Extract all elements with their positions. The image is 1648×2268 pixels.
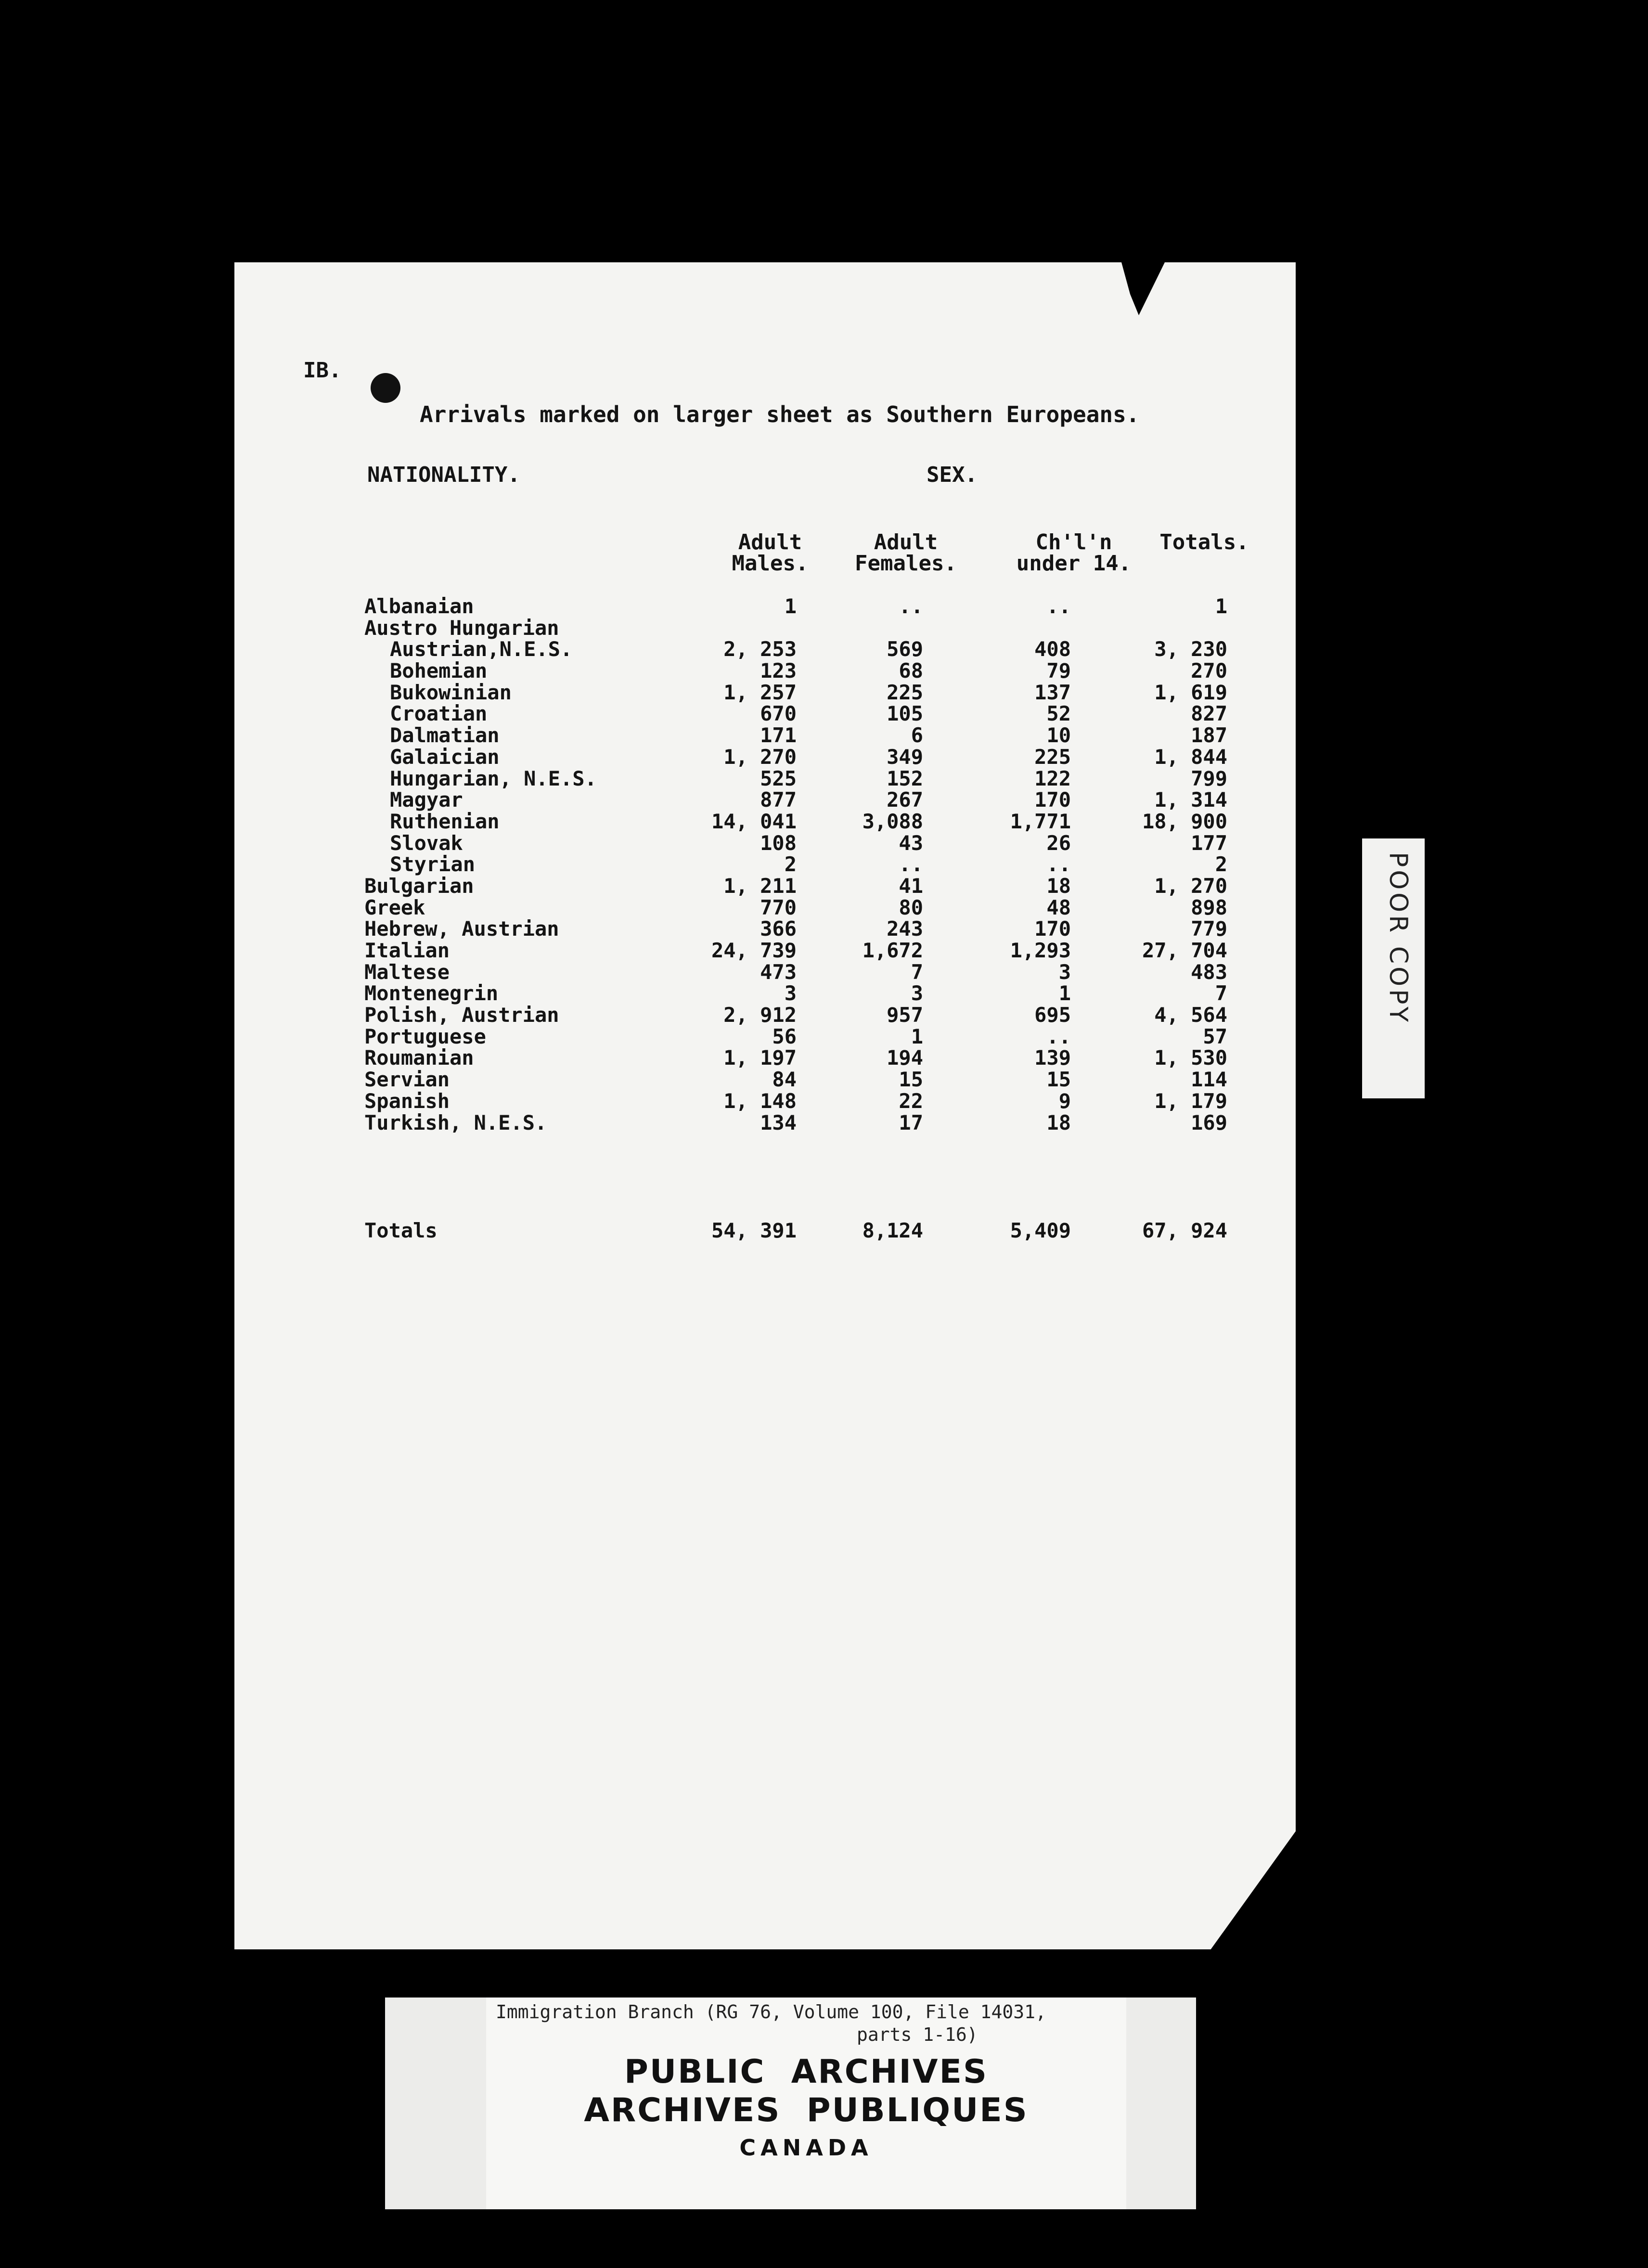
row-total-value: 1, 270 [1154,874,1227,898]
adult-females-value: 957 [887,1003,923,1027]
children-value: 48 [1046,895,1071,919]
table-row [0,703,1300,725]
children-value: 170 [1034,788,1071,812]
adult-males-value: 1 [784,594,797,618]
row-total-value: 27, 704 [1142,939,1227,962]
adult-males-value: 525 [760,766,797,790]
adult-females-value: 41 [899,874,923,898]
table-row [0,1112,1300,1134]
children-value: .. [1046,594,1071,618]
totals-label: Totals [364,1219,438,1242]
table-row [0,1069,1300,1091]
archive-name-french: ARCHIVES PUBLIQUES [584,2091,1029,2129]
children-value: 26 [1046,831,1071,855]
children-value: 79 [1046,659,1071,683]
nationality-name: Galaician [390,745,500,769]
adult-males-value: 1, 148 [723,1089,797,1113]
table-row [0,789,1300,811]
nationality-name: Bukowinian [390,680,512,704]
adult-females-value: 105 [887,702,923,726]
adult-males-value: 770 [760,895,797,919]
row-total-value: 1 [1215,594,1227,618]
children-value: 15 [1046,1068,1071,1092]
adult-females-value: 569 [887,637,923,661]
adult-males-value: 1, 197 [723,1046,797,1070]
children-value: 137 [1034,680,1071,704]
column-header-adult-females: Adult Females. [855,530,957,576]
row-total-value: 177 [1191,831,1227,855]
row-total-value: 2 [1215,852,1227,876]
table-row [0,618,1300,639]
nationality-name: Portuguese [364,1024,486,1048]
adult-females-value: 267 [887,788,923,812]
nationality-name: Croatian [390,702,488,726]
adult-males-value: 134 [760,1110,797,1134]
children-value: 170 [1034,917,1071,941]
row-total-value: 827 [1191,702,1227,726]
row-total-value: 4, 564 [1154,1003,1227,1027]
table-row [0,1026,1300,1048]
adult-males-value: 108 [760,831,797,855]
row-total-value: 169 [1191,1110,1227,1134]
children-value: 1,771 [1010,809,1071,833]
adult-females-value: 6 [911,723,923,747]
table-row [0,918,1300,940]
nationality-name: Hebrew, Austrian [364,917,559,941]
table-row [0,940,1300,962]
adult-males-value: 2, 912 [723,1003,797,1027]
archive-reference-line1: Immigration Branch (RG 76, Volume 100, File 14031, [496,2001,1046,2023]
table-row [0,639,1300,660]
row-total-value: 1, 619 [1154,680,1227,704]
children-value: 3 [1058,960,1071,984]
nationality-name: Slovak [390,831,463,855]
children-value: 10 [1046,723,1071,747]
archive-country: CANADA [739,2135,873,2161]
nationality-name: Montenegrin [364,981,499,1005]
adult-males-value: 171 [760,723,797,747]
adult-females-value: .. [899,852,923,876]
children-value: 52 [1046,702,1071,726]
nationality-name: Ruthenian [390,809,500,833]
adult-females-value: 15 [899,1068,923,1092]
row-total-value: 1, 844 [1154,745,1227,769]
nationality-name: Italian [364,939,450,962]
children-value: 18 [1046,874,1071,898]
adult-females-value: 243 [887,917,923,941]
adult-females-value: 3 [911,981,923,1005]
children-value: 225 [1034,745,1071,769]
nationality-name: Hungarian, N.E.S. [390,766,597,790]
row-total-value: 187 [1191,723,1227,747]
nationality-name: Magyar [390,788,463,812]
row-total-value: 7 [1215,981,1227,1005]
adult-males-value: 14, 041 [711,809,797,833]
row-total-value: 483 [1191,960,1227,984]
adult-males-value: 56 [772,1024,797,1048]
adult-males-value: 1, 270 [723,745,797,769]
nationality-name: Austro Hungarian [364,616,559,640]
table-row [0,682,1300,704]
archive-name-english: PUBLIC ARCHIVES [624,2053,988,2091]
nationality-name: Albanaian [364,594,474,618]
table-row [0,876,1300,897]
adult-males-value: 366 [760,917,797,941]
adult-males-value: 2, 253 [723,637,797,661]
row-total-value: 57 [1203,1024,1227,1048]
row-total-value: 270 [1191,659,1227,683]
table-row [0,660,1300,682]
children-value: 122 [1034,766,1071,790]
adult-males-value: 123 [760,659,797,683]
adult-females-value: 17 [899,1110,923,1134]
children-value: 139 [1034,1046,1071,1070]
adult-males-value: 2 [784,852,797,876]
totals-total: 67, 924 [1142,1219,1227,1242]
table-row [0,1005,1300,1026]
nationality-name: Styrian [390,852,476,876]
adult-males-value: 84 [772,1068,797,1092]
totals-row [0,1220,1300,1244]
adult-females-value: 7 [911,960,923,984]
adult-males-value: 3 [784,981,797,1005]
adult-females-value: 152 [887,766,923,790]
document-title: Arrivals marked on larger sheet as Southern Europeans. [420,401,1140,427]
table-row [0,725,1300,747]
children-value: .. [1046,1024,1071,1048]
children-value: 695 [1034,1003,1071,1027]
table-row [0,811,1300,833]
row-total-value: 1, 314 [1154,788,1227,812]
adult-males-value: 473 [760,960,797,984]
row-total-value: 779 [1191,917,1227,941]
totals-males: 54, 391 [711,1219,797,1242]
row-total-value: 3, 230 [1154,637,1227,661]
archive-reference-line2: parts 1-16) [857,2024,978,2045]
nationality-name: Greek [364,895,425,919]
row-total-value: 1, 530 [1154,1046,1227,1070]
nationality-name: Maltese [364,960,450,984]
adult-females-value: 225 [887,680,923,704]
nationality-name: Bohemian [390,659,488,683]
table-row [0,833,1300,854]
nationality-name: Turkish, N.E.S. [364,1110,547,1134]
row-total-value: 114 [1191,1068,1227,1092]
punch-hole [371,373,400,403]
table-row [0,897,1300,919]
adult-females-value: .. [899,594,923,618]
adult-females-value: 43 [899,831,923,855]
poor-copy-text: POOR COPY [1384,852,1413,1025]
children-value: .. [1046,852,1071,876]
adult-females-value: 3,088 [862,809,923,833]
table-row [0,854,1300,876]
adult-males-value: 1, 257 [723,680,797,704]
row-total-value: 898 [1191,895,1227,919]
nationality-header: NATIONALITY. [367,463,520,487]
adult-females-value: 68 [899,659,923,683]
adult-females-value: 1,672 [862,939,923,962]
nationality-table [0,596,1300,1134]
table-row [0,1091,1300,1112]
adult-males-value: 670 [760,702,797,726]
children-value: 18 [1046,1110,1071,1134]
table-row [0,1047,1300,1069]
nationality-name: Roumanian [364,1046,474,1070]
adult-females-value: 349 [887,745,923,769]
adult-females-value: 22 [899,1089,923,1113]
nationality-name: Bulgarian [364,874,474,898]
nationality-name: Austrian,N.E.S. [390,637,573,661]
nationality-name: Servian [364,1068,450,1092]
adult-males-value: 1, 211 [723,874,797,898]
adult-females-value: 1 [911,1024,923,1048]
row-total-value: 799 [1191,766,1227,790]
nationality-name: Polish, Austrian [364,1003,559,1027]
adult-males-value: 24, 739 [711,939,797,962]
table-row [0,747,1300,768]
nationality-name: Spanish [364,1089,450,1113]
table-row [0,962,1300,983]
children-value: 408 [1034,637,1071,661]
children-value: 1 [1058,981,1071,1005]
adult-females-value: 194 [887,1046,923,1070]
sex-header: SEX. [927,463,978,487]
column-header-adult-males: Adult Males. [732,530,809,576]
column-header-totals: Totals. [1159,530,1249,554]
totals-females: 8,124 [862,1219,923,1242]
document-id: IB. [303,358,342,383]
table-row [0,596,1300,618]
children-value: 1,293 [1010,939,1071,962]
column-header-children: Ch'l'n under 14. [1016,530,1132,576]
children-value: 9 [1058,1089,1071,1113]
adult-males-value: 877 [760,788,797,812]
table-row [0,768,1300,790]
adult-females-value: 80 [899,895,923,919]
table-row [0,983,1300,1005]
totals-children: 5,409 [1010,1219,1071,1242]
row-total-value: 18, 900 [1142,809,1227,833]
nationality-name: Dalmatian [390,723,500,747]
row-total-value: 1, 179 [1154,1089,1227,1113]
